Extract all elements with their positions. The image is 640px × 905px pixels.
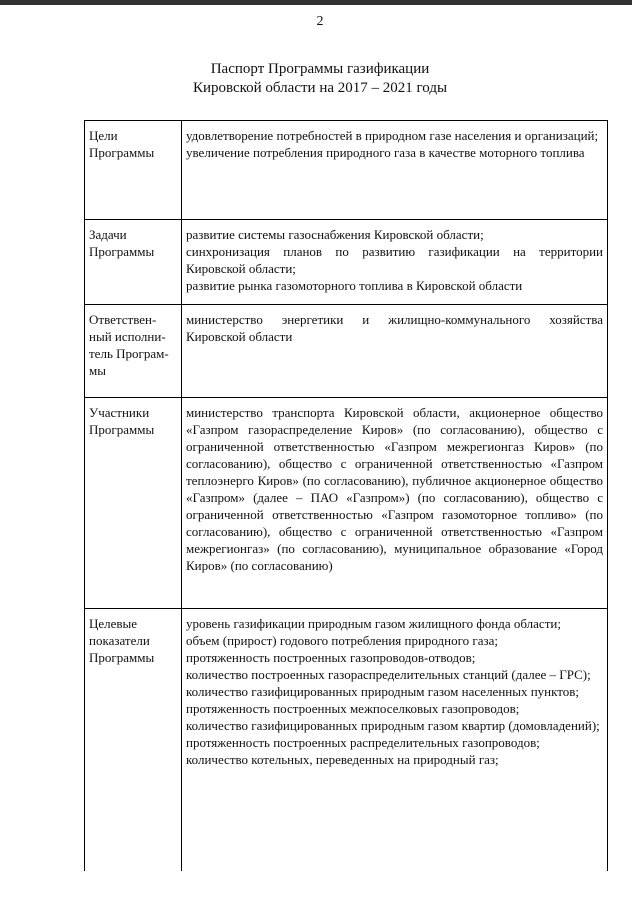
content-line: протяженность построенных распределительных газопроводов;: [186, 735, 540, 750]
content-line: количество котельных, переведенных на природный газ;: [186, 752, 499, 767]
row-content: [182, 305, 608, 398]
row-content: [182, 121, 608, 220]
content-line: протяженность построенных газопроводов-отводов;: [186, 650, 476, 665]
row-label: Задачи Программы: [85, 220, 182, 305]
content-line: объем (прирост) годового потребления природного газа;: [186, 633, 498, 648]
content-line: количество газифицированных природным газом населенных пунктов;: [186, 684, 580, 699]
document-title: [0, 60, 640, 98]
content-line: количество газифицированных природным газом квартир (домовладений);: [186, 718, 600, 733]
content-line: уровень газификации природным газом жилищного фонда области;: [186, 616, 561, 631]
row-content: [182, 398, 608, 609]
content-line: развитие системы газоснабжения Кировской области;: [186, 227, 484, 242]
content-line: министерство транспорта Кировской области, акционерное общество «Газпром газораспределение Киров» (по согласованию), общество с ограниченной ответственностью «Газпром межрегионгаз Киров» (по согласованию), общество с ограниченной ответственностью «Газпром теплоэнерго Киров» (по согласованию), публичное акционерное общество «Газпром» (далее – ПАО «Газпром») (по согласованию), общество с ограниченной ответственностью «Газпром газомоторное топливо» (по согласованию), общество с ограниченной ответственностью «Газпром межрегионгаз» (по согласованию), муниципальное образование «Город Киров» (по согласованию): [186, 405, 603, 573]
table-row-participants: [85, 398, 608, 609]
content-line: увеличение потребления природного газа в качестве моторного топлива: [186, 145, 585, 160]
content-line: удовлетворение потребностей в природном газе населения и организаций;: [186, 128, 599, 143]
content-line: протяженность построенных межпоселковых газопроводов;: [186, 701, 520, 716]
table-row-goals: [85, 121, 608, 220]
row-content: [182, 609, 608, 872]
content-line: количество построенных газораспределительных станций (далее – ГРС);: [186, 667, 591, 682]
row-label: Ответствен-ный исполни-тель Програм-мы: [85, 305, 182, 398]
row-label: Цели Программы: [85, 121, 182, 220]
title-line-2: Кировской области на 2017 – 2021 годы: [192, 80, 448, 96]
title-line-1: Паспорт Программы газификации: [210, 61, 430, 77]
content-line: развитие рынка газомоторного топлива в Кировской области: [186, 278, 523, 293]
row-content: [182, 220, 608, 305]
program-passport-table: [84, 120, 608, 871]
content-line: синхронизация планов по развитию газификации на территории Кировской области;: [186, 244, 603, 276]
row-label: Целевые показатели Программы: [85, 609, 182, 872]
page-number: 2: [316, 14, 324, 29]
top-border-rule: [0, 0, 632, 5]
content-line: министерство энергетики и жилищно-коммунального хозяйства Кировской области: [186, 312, 603, 344]
row-label: Участники Программы: [85, 398, 182, 609]
table-row-target-indicators: [85, 609, 608, 872]
table-row-responsible-executor: [85, 305, 608, 398]
table-row-tasks: [85, 220, 608, 305]
